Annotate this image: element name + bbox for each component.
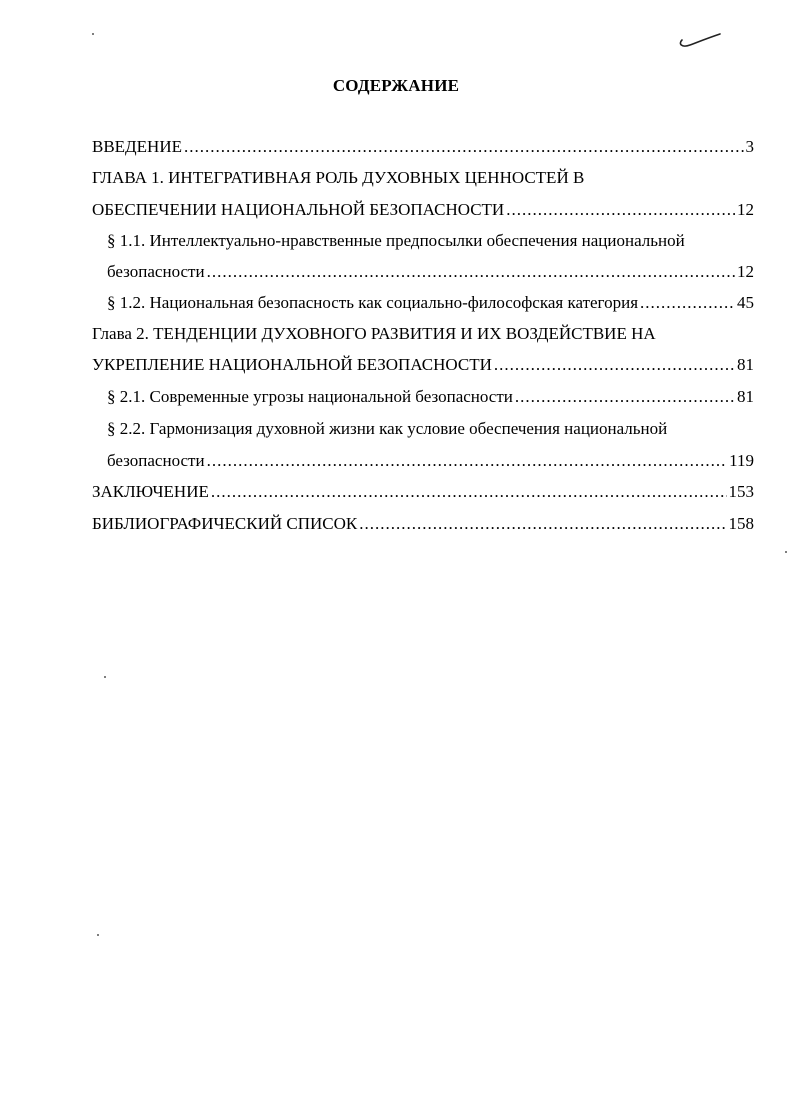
toc-entry-text: БИБЛИОГРАФИЧЕСКИЙ СПИСОК	[92, 514, 358, 533]
dot-leader	[515, 386, 735, 408]
toc-entry-section-1-1-line-1[interactable]: § 1.1. Интеллектуально-нравственные предпосылки обеспечения национальной	[107, 231, 685, 250]
toc-page-number: 12	[737, 200, 754, 219]
toc-page-number: 45	[737, 293, 754, 312]
dot-leader	[359, 513, 726, 535]
toc-entry-text: ВВЕДЕНИЕ	[92, 137, 182, 156]
toc-entry-section-2-2[interactable]	[107, 450, 754, 472]
toc-page-number: 153	[728, 482, 754, 501]
toc-page-number: 119	[729, 451, 754, 470]
toc-page-number: 3	[745, 137, 754, 156]
toc-entry-section-1-2[interactable]	[107, 292, 754, 314]
dot-leader	[494, 354, 735, 376]
toc-entry-text: § 1.2. Национальная безопасность как социально-философская категория	[107, 293, 639, 312]
toc-entry-chapter-2-line-1[interactable]: Глава 2. ТЕНДЕНЦИИ ДУХОВНОГО РАЗВИТИЯ И ИХ ВОЗДЕЙСТВИЕ НА	[92, 324, 656, 343]
dot-leader	[184, 136, 744, 158]
dot-leader	[207, 450, 728, 472]
toc-entry-chapter-1[interactable]	[92, 199, 754, 221]
toc-entry-text: УКРЕПЛЕНИЕ НАЦИОНАЛЬНОЙ БЕЗОПАСНОСТИ	[92, 355, 492, 374]
toc-entry-chapter-2[interactable]	[92, 354, 754, 376]
toc-page-number: 158	[728, 514, 754, 533]
page-title: СОДЕРЖАНИЕ	[332, 76, 460, 95]
toc-entry-text: § 2.1. Современные угрозы национальной безопасности	[107, 387, 513, 406]
dot-leader	[211, 481, 727, 503]
toc-entry-text: ОБЕСПЕЧЕНИИ НАЦИОНАЛЬНОЙ БЕЗОПАСНОСТИ	[92, 200, 505, 219]
toc-entry-chapter-1-line-1[interactable]: ГЛАВА 1. ИНТЕГРАТИВНАЯ РОЛЬ ДУХОВНЫХ ЦЕННОСТЕЙ В	[92, 168, 585, 187]
toc-entry-bibliography[interactable]	[92, 513, 754, 535]
toc-entry-section-2-1[interactable]	[107, 386, 754, 408]
dot-leader	[640, 292, 735, 314]
toc-page-number: 81	[737, 387, 754, 406]
toc-page-number: 81	[737, 355, 754, 374]
toc-page-number: 12	[737, 262, 754, 281]
dot-leader	[207, 261, 735, 283]
toc-entry-text: безопасности	[107, 262, 205, 281]
toc-entry-text: безопасности	[107, 451, 205, 470]
dot-leader	[506, 199, 735, 221]
toc-entry-section-2-2-line-1[interactable]: § 2.2. Гармонизация духовной жизни как условие обеспечения национальной	[107, 419, 668, 438]
toc-entry-section-1-1[interactable]	[107, 261, 754, 283]
toc-entry-introduction[interactable]	[92, 136, 754, 158]
toc-entry-text: ЗАКЛЮЧЕНИЕ	[92, 482, 209, 501]
toc-entry-conclusion[interactable]	[92, 481, 754, 503]
